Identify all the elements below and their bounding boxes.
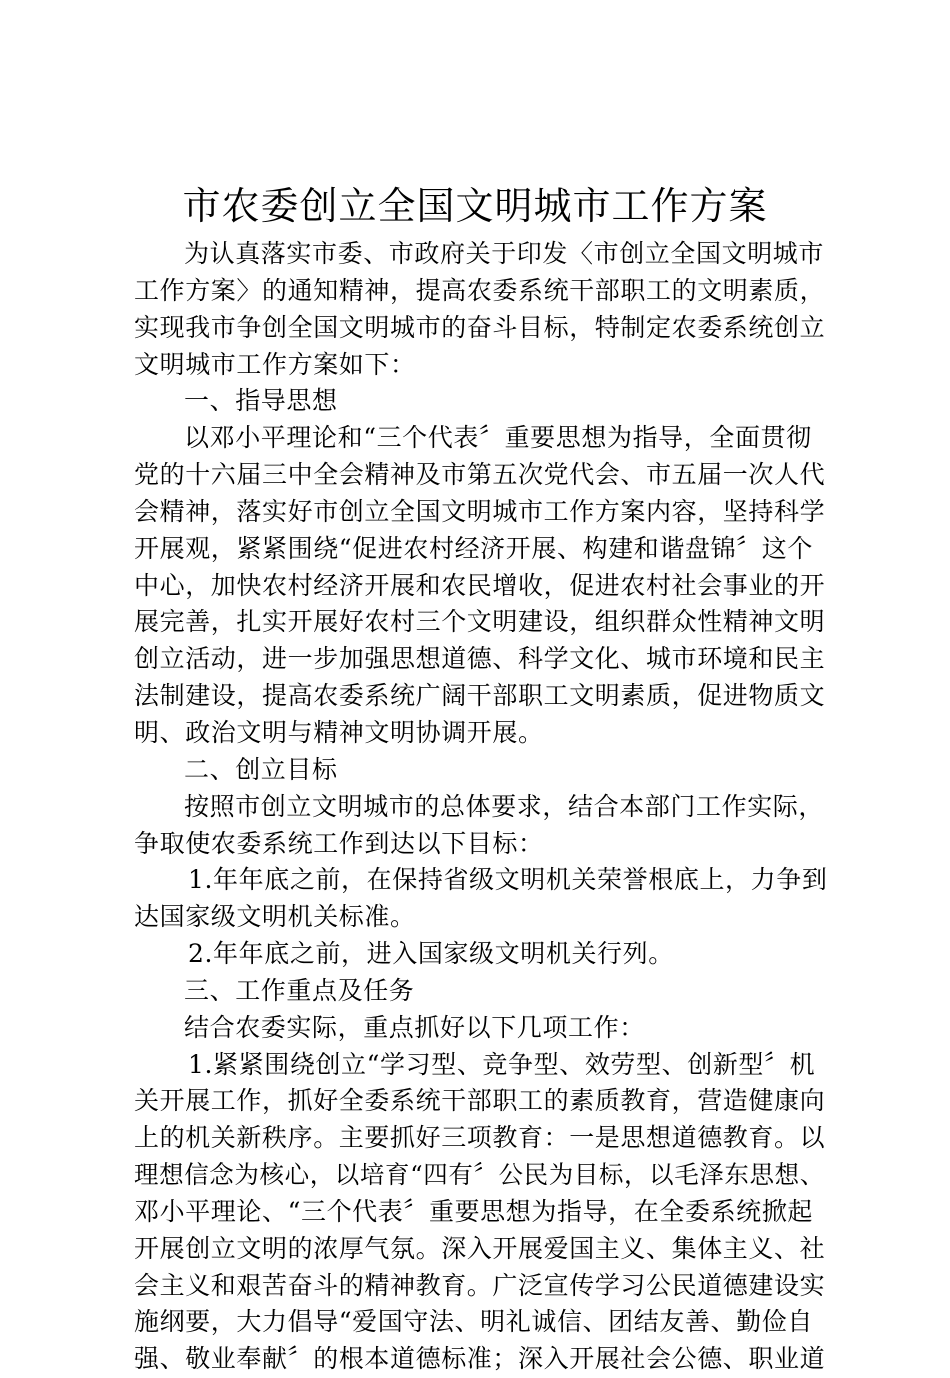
paragraph-line: 结合农委实际，重点抓好以下几项工作： xyxy=(184,1012,645,1042)
section-heading: 三、工作重点及任务 xyxy=(184,975,415,1005)
paragraph-line: 强、敬业奉献〞的根本道德标准；深入开展社会公德、职业道 xyxy=(134,1344,826,1374)
paragraph-line: 上的机关新秩序。主要抓好三项教育：一是思想道德教育。以 xyxy=(134,1123,826,1153)
paragraph-line: 争取使农委系统工作到达以下目标： xyxy=(134,828,544,858)
paragraph-line: 按照市创立文明城市的总体要求，结合本部门工作实际， xyxy=(184,791,825,821)
paragraph-line: 关开展工作，抓好全委系统干部职工的素质教育，营造健康向 xyxy=(134,1086,826,1116)
paragraph-line: 明、政治文明与精神文明协调开展。 xyxy=(134,717,544,747)
paragraph-line: 党的十六届三中全会精神及市第五次党代会、市五届一次人代 xyxy=(134,460,826,490)
paragraph-line: 法制建设，提高农委系统广阔干部职工文明素质，促进物质文 xyxy=(134,681,826,711)
section-heading: 一、指导思想 xyxy=(184,386,338,416)
list-item: 2.年年底之前，进入国家级文明机关行列。 xyxy=(188,939,674,969)
paragraph-line: 创立活动，进一步加强思想道德、科学文化、城市环境和民主 xyxy=(134,644,826,674)
paragraph-line: 展完善，扎实开展好农村三个文明建设，组织群众性精神文明 xyxy=(134,607,826,637)
paragraph-line: 实现我市争创全国文明城市的奋斗目标，特制定农委系统创立 xyxy=(134,312,826,342)
paragraph-line: 施纲要，大力倡导“爱国守法、明礼诚信、团结友善、勤俭自 xyxy=(134,1307,813,1337)
paragraph-line: 工作方案〉的通知精神，提高农委系统干部职工的文明素质， xyxy=(134,275,826,305)
paragraph-line: 以邓小平理论和“三个代表〞重要思想为指导，全面贯彻 xyxy=(184,423,812,453)
paragraph-line: 中心，加快农村经济开展和农民增收，促进农村社会事业的开 xyxy=(134,570,826,600)
paragraph-line: 文明城市工作方案如下： xyxy=(134,349,416,379)
list-item: 1.年年底之前，在保持省级文明机关荣誉根底上，力争到 xyxy=(188,865,828,895)
paragraph-line: 理想信念为核心，以培育“四有〞公民为目标，以毛泽东思想、 xyxy=(134,1160,825,1190)
paragraph-line: 会精神，落实好市创立全国文明城市工作方案内容，坚持科学 xyxy=(134,496,826,526)
paragraph-line: 达国家级文明机关标准。 xyxy=(134,902,416,932)
document-title: 市农委创立全国文明城市工作方案 xyxy=(182,184,768,228)
paragraph-line: 开展创立文明的浓厚气氛。深入开展爱国主义、集体主义、社 xyxy=(134,1233,826,1263)
paragraph-line: 开展观，紧紧围绕“促进农村经济开展、构建和谐盘锦〞这个 xyxy=(134,533,813,563)
paragraph-line: 会主义和艰苦奋斗的精神教育。广泛宣传学习公民道德建设实 xyxy=(134,1270,826,1300)
paragraph-line: 为认真落实市委、市政府关于印发〈市创立全国文明城市 xyxy=(184,239,825,268)
document-body xyxy=(134,236,834,1378)
list-item: 1.紧紧围绕创立“学习型、竞争型、效劳型、创新型〞机 xyxy=(188,1049,816,1079)
paragraph-line: 邓小平理论、“三个代表〞重要思想为指导，在全委系统掀起 xyxy=(134,1196,813,1226)
section-heading: 二、创立目标 xyxy=(184,754,338,784)
